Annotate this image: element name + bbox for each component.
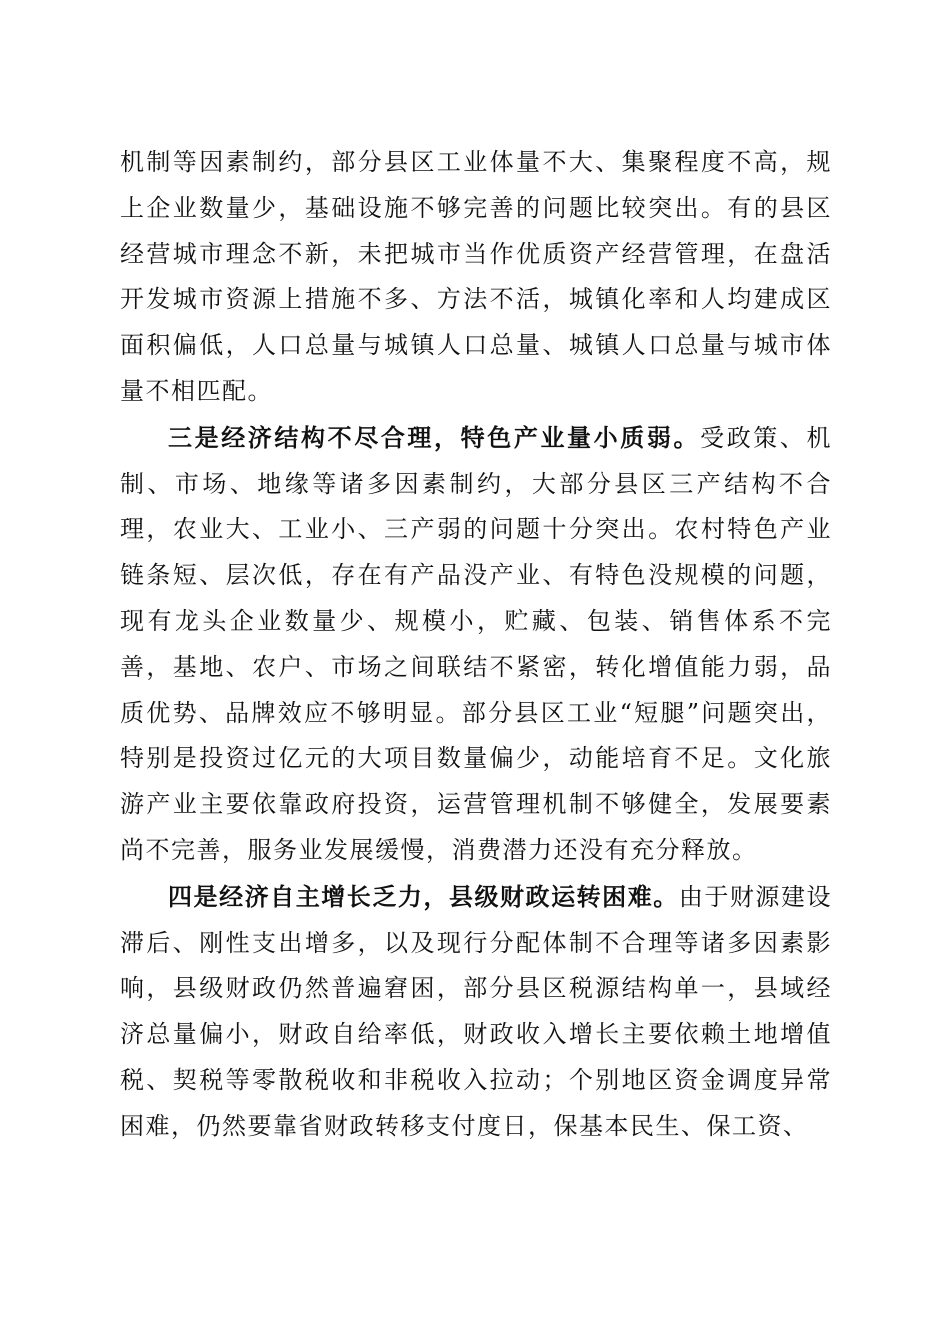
paragraph-point-four bbox=[120, 874, 832, 1150]
paragraph-text: 受政策、机制、市场、地缘等诸多因素制约，大部分县区三产结构不合理，农业大、工业小、三产弱的问题十分突出。农村特色产业链条短、层次低，存在有产品没产业、有特色没规模的问题，现有龙头企业数量少、规模小，贮藏、包装、销售体系不完善，基地、农户、市场之间联结不紧密，转化增值能力弱，品质优势、品牌效应不够明显。部分县区工业“短腿”问题突出，特别是投资过亿元的大项目数量偏少，动能培育不足。文化旅游产业主要依靠政府投资，运营管理机制不够健全，发展要素尚不完善，服务业发展缓慢，消费潜力还没有充分释放。 bbox=[120, 423, 833, 864]
paragraph-text: 机制等因素制约，部分县区工业体量不大、集聚程度不高，规上企业数量少，基础设施不够完善的问题比较突出。有的县区经营城市理念不新，未把城市当作优质资产经营管理，在盘活开发城市资源上措施不多、方法不活，城镇化率和人均建成区面积偏低，人口总量与城镇人口总量、城镇人口总量与城市体量不相匹配。 bbox=[120, 148, 832, 405]
paragraph-continuation bbox=[120, 140, 832, 415]
paragraph-text: 由于财源建设滞后、刚性支出增多，以及现行分配体制不合理等诸多因素影响，县级财政仍然普遍窘困，部分县区税源结构单一，县域经济总量偏小，财政自给率低，财政收入增长主要依赖土地增值税、契税等零散税收和非税收入拉动；个别地区资金调度异常困难，仍然要靠省财政转移支付度日，保基本民生、保工资、 bbox=[120, 882, 833, 1140]
paragraph-heading: 三是经济结构不尽合理，特色产业量小质弱。 bbox=[168, 422, 701, 452]
document-body bbox=[120, 140, 832, 1150]
paragraph-heading: 四是经济自主增长乏力，县级财政运转困难。 bbox=[168, 881, 679, 911]
paragraph-point-three bbox=[120, 415, 832, 874]
